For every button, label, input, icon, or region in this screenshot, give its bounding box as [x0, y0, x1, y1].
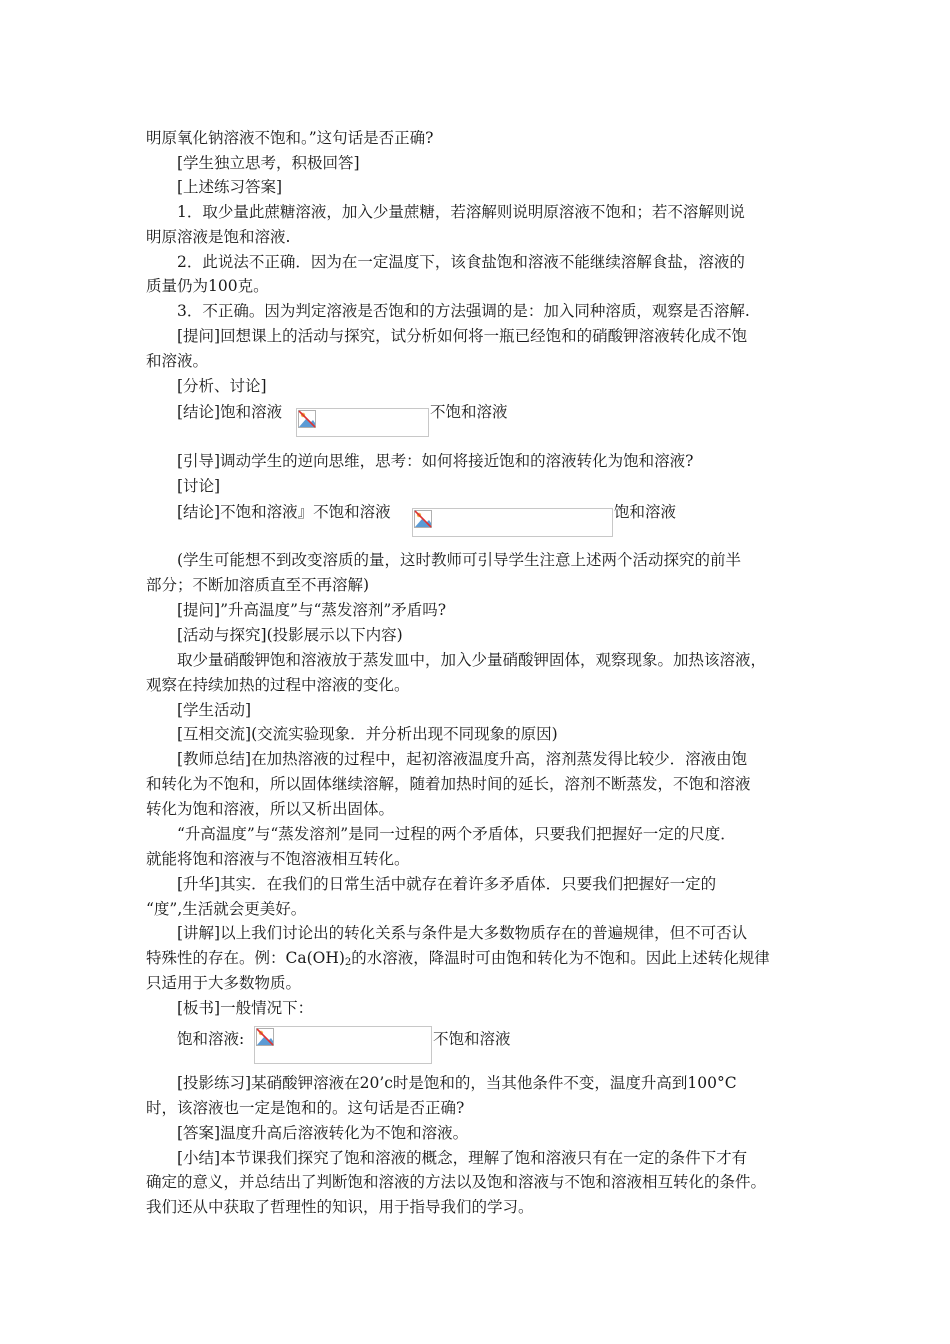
text-line: [答案]温度升高后溶液转化为不饱和溶液。 — [177, 1124, 469, 1142]
text-line: [小结]本节课我们探究了饱和溶液的概念，理解了饱和溶液只有在一定的条件下才有 — [177, 1149, 748, 1167]
text-line: “升高温度”与“蒸发溶剂”是同一过程的两个矛盾体，只要我们把握好一定的尺度． — [177, 825, 736, 843]
subscript: 2 — [344, 957, 352, 968]
text-line: [学生独立思考，积极回答] — [177, 154, 360, 172]
text-line: 质量仍为100克。 — [146, 277, 269, 295]
embedded-image — [412, 508, 613, 537]
text-line: 部分；不断加溶质直至不再溶解) — [146, 576, 370, 594]
text-line: 和溶液。 — [146, 352, 209, 370]
broken-image-icon — [298, 410, 316, 428]
text-line: 不饱和溶液 — [433, 1030, 511, 1048]
text-line: [结论]不饱和溶液』不饱和溶液 — [177, 503, 391, 521]
text-span: 特殊性的存在。例：Ca(OH) — [146, 949, 345, 967]
text-line: 饱和溶液 — [614, 503, 677, 521]
text-line: [结论]饱和溶液 — [177, 403, 283, 421]
text-line: [活动与探究](投影展示以下内容) — [177, 626, 403, 644]
text-line: 不饱和溶液 — [430, 403, 508, 421]
text-line: [提问]”升高温度”与“蒸发溶剂”矛盾吗? — [177, 601, 447, 619]
text-line: 时，该溶液也一定是饱和的。这句话是否正确? — [146, 1099, 465, 1117]
text-line: (学生可能想不到改变溶质的量，这时教师可引导学生注意上述两个活动探究的前半 — [177, 551, 742, 569]
text-line — [146, 948, 770, 973]
text-span: 的水溶液，降温时可由饱和转化为不饱和。因此上述转化规律 — [351, 949, 770, 967]
text-line: 1．取少量此蔗糖溶液，加入少量蔗糖，若溶解则说明原溶液不饱和；若不溶解则说 — [177, 203, 745, 221]
text-line: 观察在持续加热的过程中溶液的变化。 — [146, 676, 410, 694]
text-line: 明原氧化钠溶液不饱和。”这句话是否正确? — [146, 129, 434, 147]
broken-image-icon — [256, 1028, 274, 1046]
embedded-image — [254, 1026, 432, 1064]
text-line: [学生活动] — [177, 701, 252, 719]
text-line: [互相交流](交流实验现象．并分析出现不同现象的原因) — [177, 725, 558, 743]
text-line: 就能将饱和溶液与不饱溶液相互转化。 — [146, 850, 410, 868]
text-line: [提问]回想课上的活动与探究，试分析如何将一瓶已经饱和的硝酸钾溶液转化成不饱 — [177, 327, 748, 345]
text-line: “度”,生活就会更美好。 — [146, 900, 307, 918]
text-line: [投影练习]某硝酸钾溶液在20’c时是饱和的，当其他条件不变，温度升高到100°C — [177, 1074, 737, 1092]
text-line: 3．不正确。因为判定溶液是否饱和的方法强调的是：加入同种溶质，观察是否溶解. — [177, 302, 750, 320]
text-line: 我们还从中获取了哲理性的知识，用于指导我们的学习。 — [146, 1198, 534, 1216]
text-line: 饱和溶液: — [177, 1030, 245, 1048]
text-line: 只适用于大多数物质。 — [146, 974, 302, 992]
text-line: [讨论] — [177, 477, 221, 495]
broken-image-icon — [414, 510, 432, 528]
text-line: [升华]其实．在我们的日常生活中就存在着许多矛盾体．只要我们把握好一定的 — [177, 875, 717, 893]
text-line: 和转化为不饱和，所以固体继续溶解，随着加热时间的延长，溶剂不断蒸发，不饱和溶液 — [146, 775, 751, 793]
text-line: [分析、讨论] — [177, 377, 267, 395]
text-line: 2．此说法不正确．因为在一定温度下，该食盐饱和溶液不能继续溶解食盐，溶液的 — [177, 253, 745, 271]
text-line: 确定的意义，并总结出了判断饱和溶液的方法以及饱和溶液与不饱和溶液相互转化的条件。 — [146, 1173, 767, 1191]
text-line: 取少量硝酸钾饱和溶液放于蒸发皿中，加入少量硝酸钾固体，观察现象。加热该溶液， — [177, 651, 767, 669]
text-line: [教师总结]在加热溶液的过程中，起初溶液温度升高，溶剂蒸发得比较少．溶液由饱 — [177, 750, 748, 768]
embedded-image — [296, 408, 429, 437]
text-line: 明原溶液是饱和溶液. — [146, 228, 291, 246]
text-line: [板书]一般情况下： — [177, 999, 314, 1017]
text-line: [上述练习答案] — [177, 178, 283, 196]
text-line: [引导]调动学生的逆向思维，思考：如何将接近饱和的溶液转化为饱和溶液? — [177, 452, 694, 470]
text-line: [讲解]以上我们讨论出的转化关系与条件是大多数物质存在的普遍规律，但不可否认 — [177, 924, 748, 942]
text-line: 转化为饱和溶液，所以又析出固体。 — [146, 800, 395, 818]
